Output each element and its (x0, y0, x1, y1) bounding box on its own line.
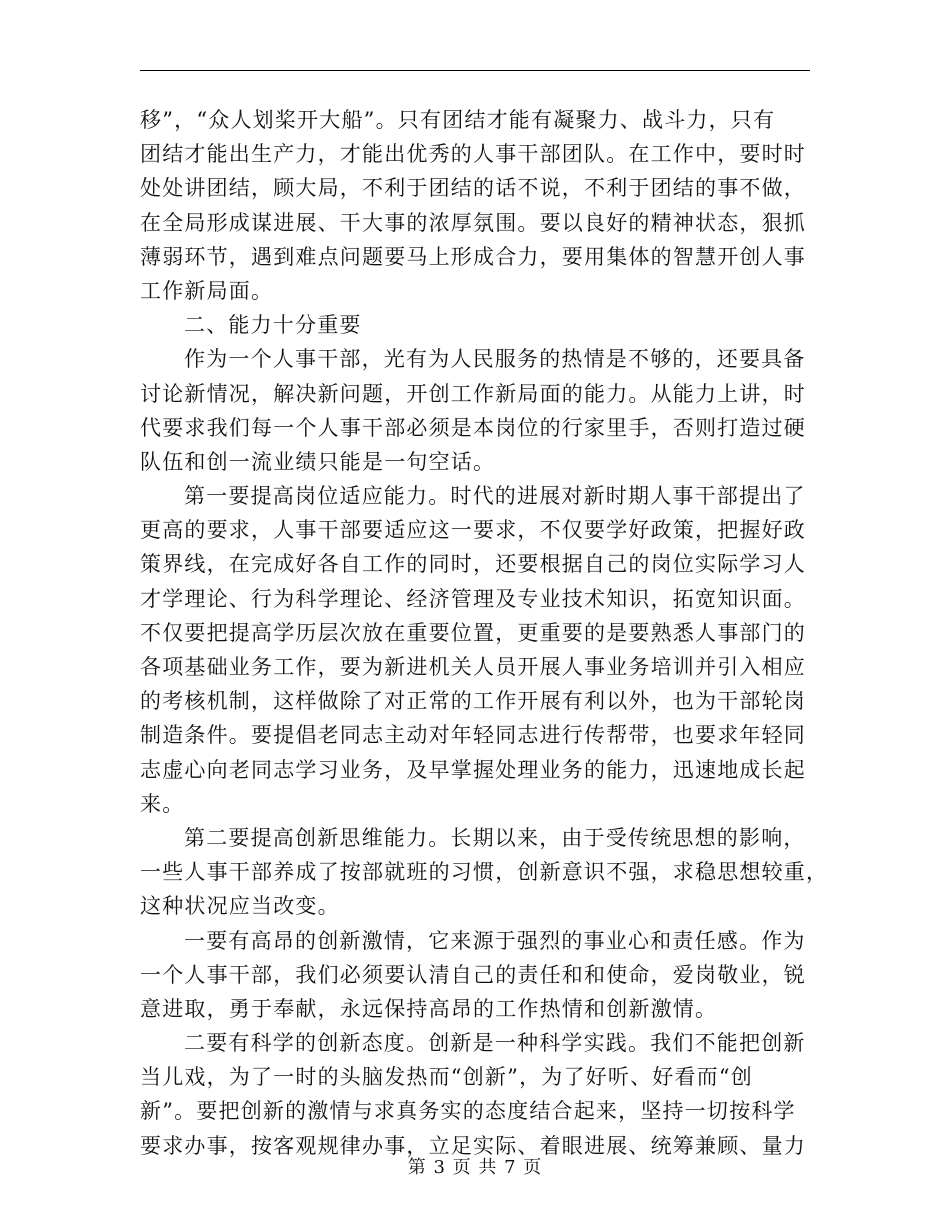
text-line: 策界线，在完成好各自工作的同时，还要根据自己的岗位实际学习人 (140, 552, 806, 577)
text-line: 才学理论、行为科学理论、经济管理及专业技术知识，拓宽知识面。 (140, 586, 806, 611)
header-rule (140, 70, 810, 71)
text-line: 意进取，勇于奉献，永远保持高昂的工作热情和创新激情。 (140, 996, 718, 1021)
text-line: 薄弱环节，遇到难点问题要马上形成合力，要用集体的智慧开创人事 (140, 244, 806, 269)
text-line: 的考核机制，这样做除了对正常的工作开展有利以外，也为干部轮岗 (140, 689, 806, 714)
text-line: 讨论新情况，解决新问题，开创工作新局面的能力。从能力上讲，时 (140, 381, 806, 406)
text-line: 工作新局面。 (140, 278, 274, 303)
paragraph-start: 一要有高昂的创新激情，它来源于强烈的事业心和责任感。作为 (184, 928, 806, 953)
paragraph-start: 作为一个人事干部，光有为人民服务的热情是不够的，还要具备 (184, 347, 806, 372)
paragraph-start: 二要有科学的创新态度。创新是一种科学实践。我们不能把创新 (184, 1031, 806, 1056)
text-line: 队伍和创一流业绩只能是一句空话。 (140, 449, 496, 474)
page-number: 第 3 页 共 7 页 (407, 1157, 543, 1178)
text-line: 处处讲团结，顾大局，不利于团结的话不说，不利于团结的事不做， (140, 176, 806, 201)
text-line: 在全局形成谋进展、干大事的浓厚氛围。要以良好的精神状态，狠抓 (140, 210, 806, 235)
text-line: 来。 (140, 791, 185, 816)
text-line: 移”，“众人划桨开大船”。只有团结才能有凝聚力、战斗力，只有 (140, 108, 776, 132)
text-line: 制造条件。要提倡老同志主动对年轻同志进行传帮带，也要求年轻同 (140, 723, 806, 748)
text-line: 志虚心向老同志学习业务，及早掌握处理业务的能力，迅速地成长起 (140, 757, 806, 782)
paragraph-start: 第二要提高创新思维能力。长期以来，由于受传统思想的影响， (184, 825, 806, 850)
text-line: 代要求我们每一个人事干部必须是本岗位的行家里手，否则打造过硬 (140, 415, 806, 440)
section-heading: 二、能力十分重要 (184, 313, 362, 338)
text-line: 这种状况应当改变。 (140, 894, 340, 919)
text-line: 一个人事干部，我们必须要认清自己的责任和和使命，爱岗敬业，锐 (140, 962, 806, 987)
text-line: 更高的要求，人事干部要适应这一要求，不仅要学好政策，把握好政 (140, 518, 806, 543)
text-line: 要求办事，按客观规律办事，立足实际、着眼进展、统筹兼顾、量力 (140, 1133, 806, 1158)
text-line: 一些人事干部养成了按部就班的习惯，创新意识不强，求稳思想较重， (140, 860, 829, 885)
text-line: 各项基础业务工作，要为新进机关人员开展人事业务培训并引入相应 (140, 655, 806, 679)
paragraph-start: 第一要提高岗位适应能力。时代的进展对新时期人事干部提出了 (184, 484, 806, 509)
text-line: 团结才能出生产力，才能出优秀的人事干部团队。在工作中，要时时 (140, 142, 806, 167)
document-body (140, 103, 829, 1163)
text-line: 新”。要把创新的激情与求真务实的态度结合起来，坚持一切按科学 (140, 1099, 796, 1124)
text-line: 不仅要把提高学历层次放在重要位置，更重要的是要熟悉人事部门的 (140, 620, 806, 645)
text-line: 当儿戏，为了一时的头脑发热而“创新”，为了好听、好看而“创 (140, 1065, 754, 1090)
